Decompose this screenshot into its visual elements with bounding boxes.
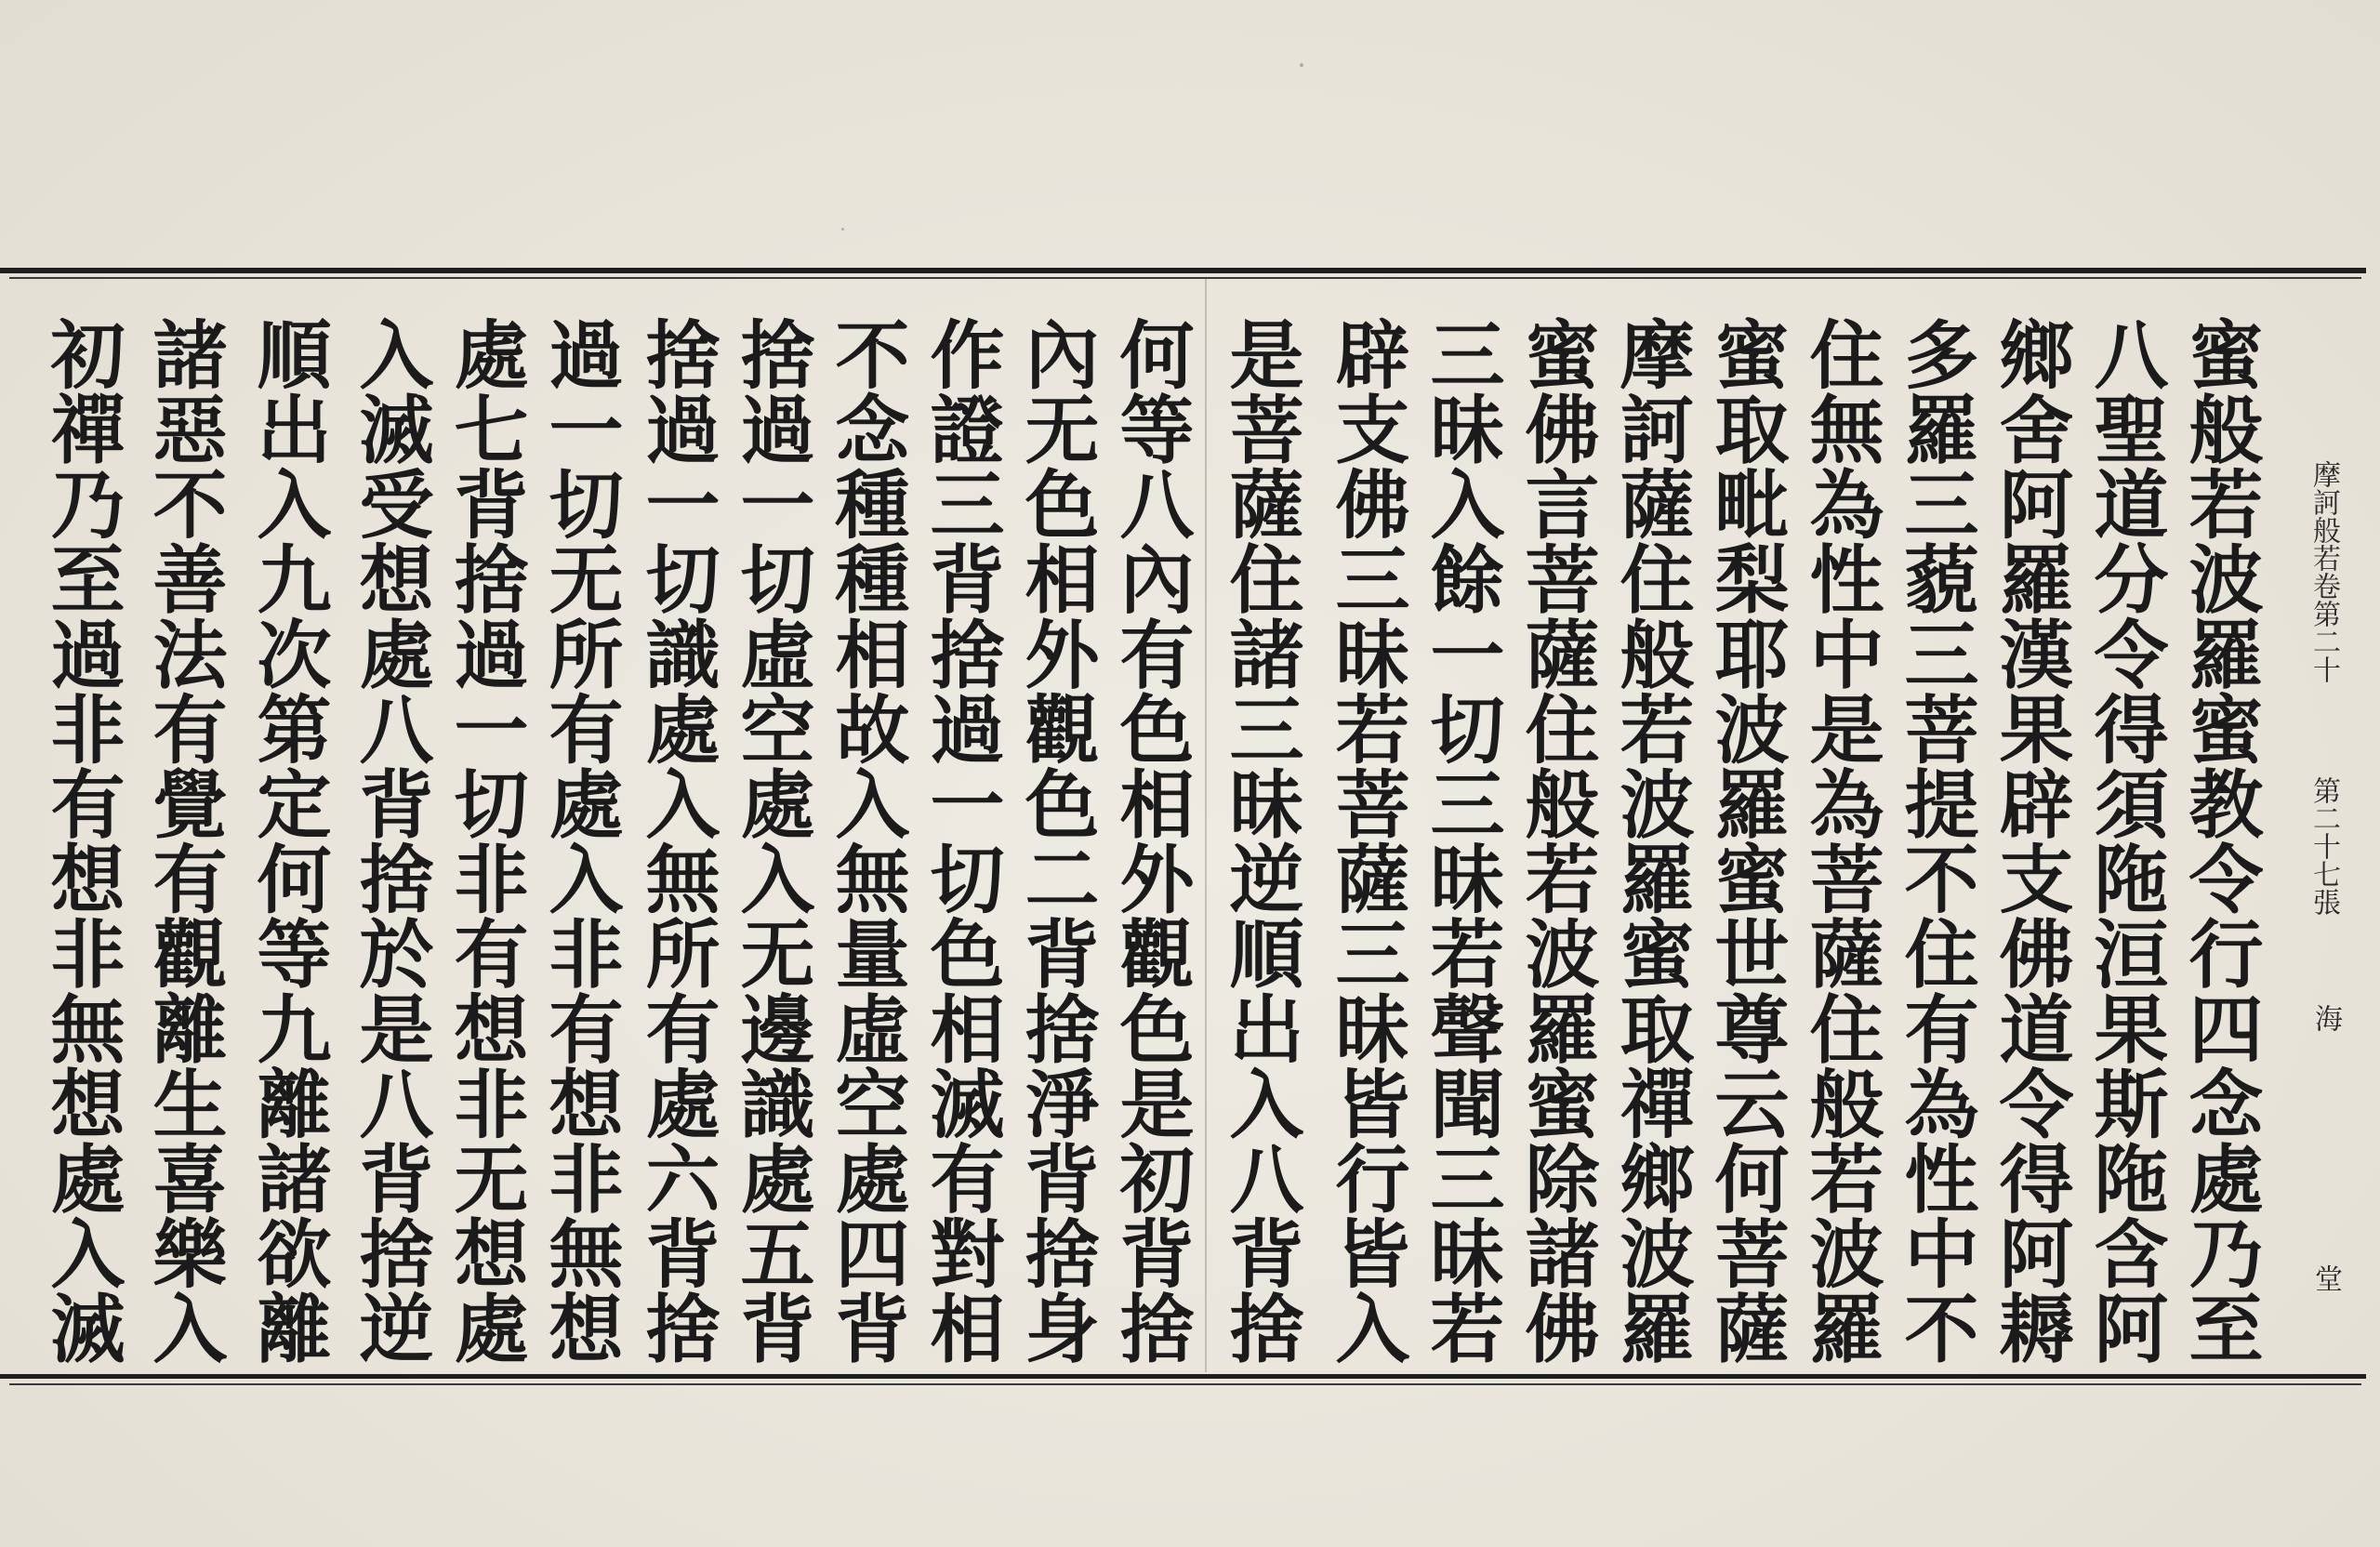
text-column: 是菩薩住諸三昧逆順出入八背捨	[1217, 316, 1304, 1366]
text-column: 多羅三藐三菩提不住有為性中不	[1892, 316, 1979, 1366]
paper-speck	[841, 228, 844, 231]
text-column: 辟支佛三昧若菩薩三昧皆行皆入	[1323, 316, 1410, 1366]
text-column: 不念種種相故入無量虛空處四背	[823, 316, 910, 1366]
text-column: 入滅受想處八背捨於是八背捨逆	[347, 316, 434, 1366]
text-column: 住無為性中是為菩薩住般若波羅	[1797, 316, 1884, 1366]
margin-carver-mark: 堂	[2309, 1264, 2342, 1292]
top-border-rule	[0, 268, 2366, 273]
text-column: 處七背捨過一切非有想非无想處	[442, 316, 529, 1366]
text-column: 諸惡不善法有覺有觀離生喜樂入	[140, 316, 228, 1366]
text-column: 蜜取毗梨耶波羅蜜世尊云何菩薩	[1702, 316, 1790, 1366]
text-column: 過一切无所有處入非有想非無想	[536, 316, 624, 1366]
margin-folio-number: 第二十七張	[2307, 776, 2340, 916]
text-column: 初禪乃至過非有想非無想處入滅	[38, 316, 126, 1366]
top-border-inner-rule	[9, 277, 2361, 279]
text-column: 蜜般若波羅蜜教令行四念處乃至	[2176, 316, 2264, 1366]
text-column: 鄉舍阿羅漢果辟支佛道令得阿耨	[1987, 316, 2074, 1366]
margin-mark: 海	[2309, 1004, 2342, 1032]
scripture-text-block	[0, 316, 2324, 1367]
text-column: 捨過一切虛空處入无邊識處五背	[728, 316, 815, 1366]
top-blank-margin	[0, 0, 2380, 265]
bottom-border-inner-rule	[9, 1383, 2361, 1385]
text-column: 內无色相外觀色二背捨淨背捨身	[1012, 316, 1100, 1366]
text-column: 摩訶薩住般若波羅蜜取禪鄉波羅	[1607, 316, 1695, 1366]
text-column: 順出入九次第定何等九離諸欲離	[245, 316, 332, 1366]
text-column: 蜜佛言菩薩住般若波羅蜜除諸佛	[1513, 316, 1600, 1366]
text-column: 八聖道分令得須陁洹果斯陁含阿	[2082, 316, 2169, 1366]
text-column: 捨過一切識處入無所有處六背捨	[633, 316, 721, 1366]
text-column: 何等八內有色相外觀色是初背捨	[1107, 316, 1195, 1366]
text-column: 三昧入餘一切三昧若聲聞三昧若	[1418, 316, 1505, 1366]
paper-speck	[1300, 63, 1303, 67]
margin-title: 摩訶般若卷第二十	[2307, 460, 2340, 683]
bottom-border-rule	[0, 1374, 2366, 1379]
text-column: 作證三背捨過一切色相滅有對相	[918, 316, 1005, 1366]
